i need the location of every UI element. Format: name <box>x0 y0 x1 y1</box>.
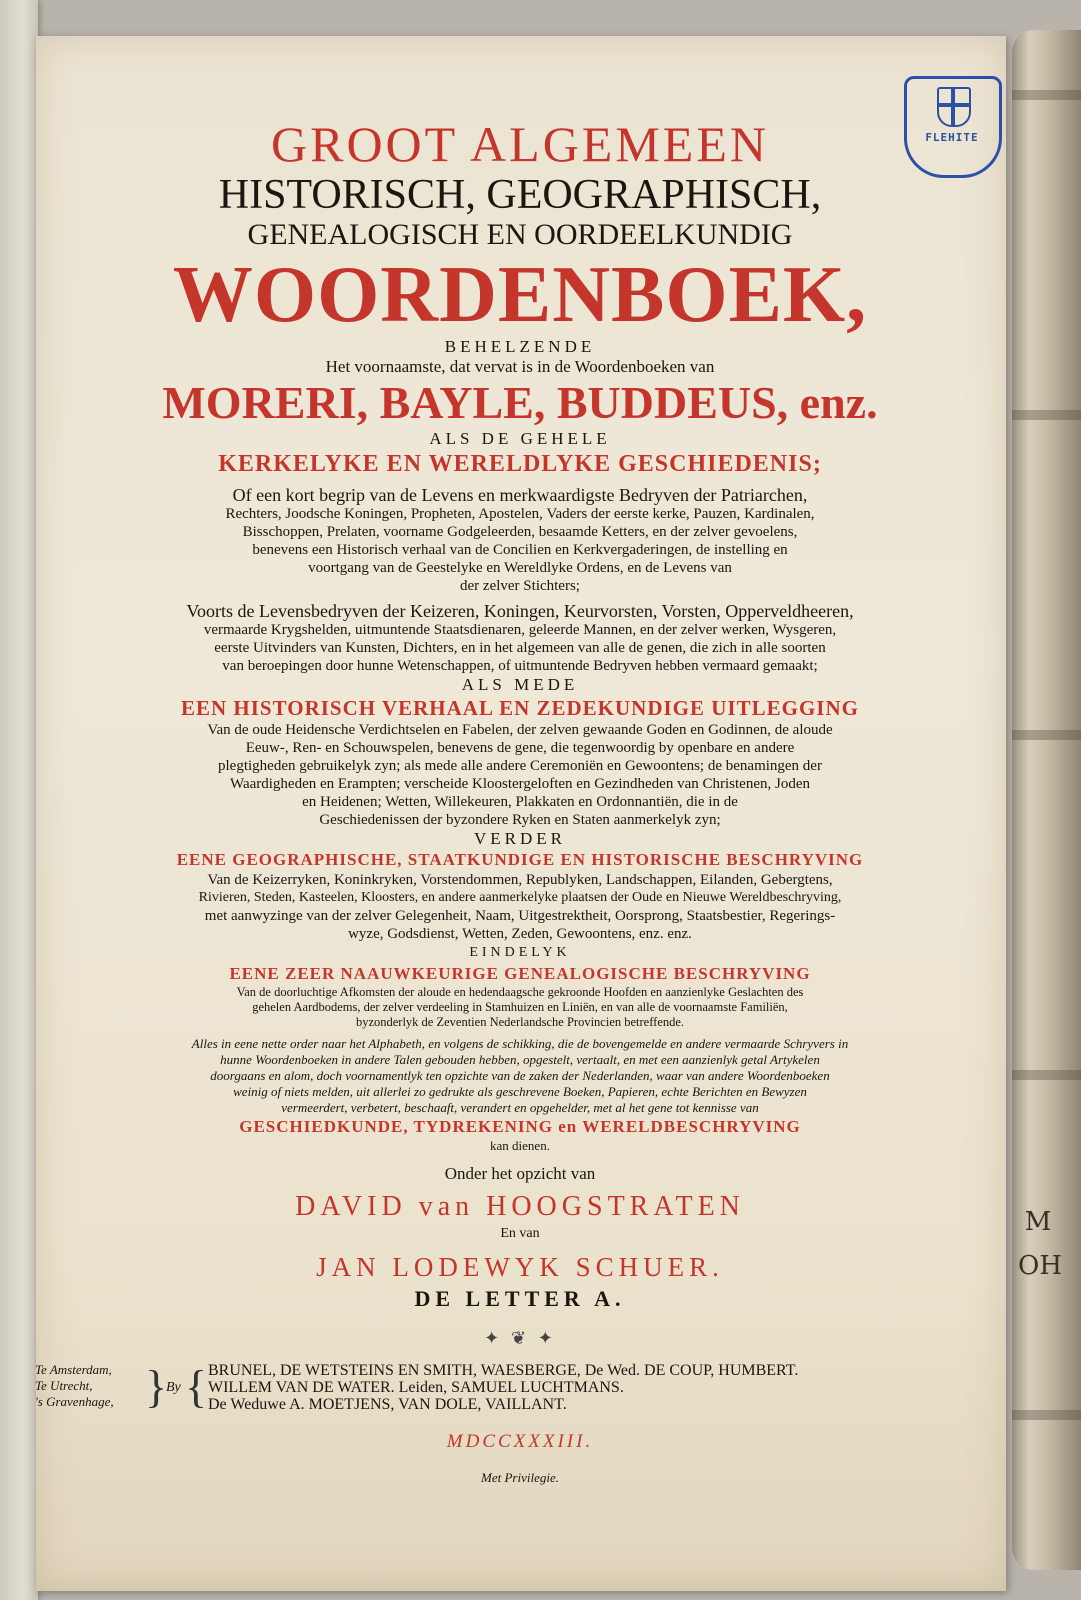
publisher-line: BRUNEL, DE WETSTEINS EN SMITH, WAESBERGE, De Wed. DE COUP, HUMBERT. <box>208 1362 799 1379</box>
para1-line: Rechters, Joodsche Koningen, Propheten, Apostelen, Vaders der eerste kerke, Pauzen, Kardinalen, <box>225 506 815 522</box>
kan-dienen: kan dienen. <box>490 1138 550 1153</box>
publisher-line: WILLEM VAN DE WATER. Leiden, SAMUEL LUCHTMANS. <box>208 1379 624 1396</box>
heading-geschiedkunde: GESCHIEDKUNDE, TYDREKENING en WERELDBESCHRYVING <box>239 1117 801 1136</box>
en-van: En van <box>500 1226 540 1241</box>
para1-line: Of een kort begrip van de Levens en merkwaardigste Bedryven der Patriarchen, <box>232 485 808 505</box>
letter-a: DE LETTER A. <box>414 1286 626 1311</box>
brace-left: } <box>145 1361 168 1412</box>
left-page-edge <box>0 0 38 1600</box>
sources-names: MORERI, BAYLE, BUDDEUS, enz. <box>162 377 878 428</box>
editor-2: JAN LODEWYK SCHUER. <box>316 1252 724 1282</box>
spine-band <box>1012 410 1081 420</box>
para3-line: Van de oude Heidensche Verdichtselen en Fabelen, der zelven gewaande Goden en Godinnen, de aloude <box>207 722 833 738</box>
para4-line: met aanwyzinge van der zelver Gelegenheit, Naam, Uitgestrektheit, Oorsprong, Staatsbestier, Regerings- <box>204 908 836 924</box>
privilege: Met Privilegie. <box>481 1470 559 1485</box>
para4-line: Rivieren, Steden, Kasteelen, Kloosters, en andere aanmerkelyke plaatsen der Oude en Nieuwe Wereldbeschryving, <box>198 890 842 905</box>
spine-band <box>1012 1410 1081 1420</box>
title-page-text <box>35 115 950 1488</box>
spine-label: M OH <box>1018 1207 1062 1281</box>
para4-line: wyze, Godsdienst, Wetten, Zeden, Gewoontens, enz. enz. <box>348 926 692 942</box>
title-main: WOORDENBOEK, <box>172 251 868 339</box>
spine-band <box>1012 90 1081 100</box>
para6-line: doorgaans en alom, doch voornamentlyk ten opzichte van de zaken der Nederlanden, waar van andere Woordenboeken <box>210 1068 830 1083</box>
para2-line: van beroepingen door hunne Wetenschappen, of uitmuntende Bedryven hebben vermaard gemaakt; <box>222 658 818 674</box>
para3-line: Waardigheden en Erampten; verscheide Kloostergeloften en Gezindheden van Christenen, Joden <box>230 776 810 792</box>
stamp-text: FLEHITE <box>925 131 979 144</box>
para2-line: Voorts de Levensbedryven der Keizeren, Koningen, Keurvorsten, Vorsten, Opperveldheeren, <box>186 601 854 621</box>
para5-line: gehelen Aardbodems, der zelver verdeeling in Stamhuizen en Liniën, en van alle de voornaamste Familiën, <box>252 1000 788 1014</box>
imprint-publishers <box>208 1362 798 1413</box>
ornament: ✦ ❦ ✦ <box>484 1328 556 1349</box>
para6-line: hunne Woordenboeken in andere Talen gebouden hebben, opgestelt, vertaalt, en met een aanzienlyk getal Artykelen <box>220 1052 820 1067</box>
heading-beschryving: EENE GEOGRAPHISCHE, STAATKUNDIGE EN HISTORISCHE BESCHRYVING <box>176 850 864 869</box>
imprint <box>35 1360 950 1430</box>
title-line-2: HISTORISCH, GEOGRAPHISCH, <box>218 172 822 218</box>
para5-line: byzonderlyk de Zeventien Nederlandsche Provincien betreffende. <box>355 1015 685 1029</box>
adjacent-book-spine <box>1012 30 1081 1570</box>
opzicht: Onder het opzicht van <box>444 1164 596 1183</box>
sources-intro: Het voornaamste, dat vervat is in de Woordenboeken van <box>325 357 715 376</box>
para5-line: Van de doorluchtige Afkomsten der aloude en hedendaagsche gekroonde Hoofden en aanzienlyke Geslachten des <box>236 985 804 999</box>
para6-line: weinig of niets melden, uit allerlei zo gedrukte als geschrevene Boeken, Papieren, echte Berichten en Bewyzen <box>233 1084 807 1099</box>
para4-line: Van de Keizerryken, Koninkryken, Vorstendommen, Republyken, Landschappen, Eilanden, Gebergtens, <box>207 872 833 888</box>
para6-line: Alles in eene nette order naar het Alphabeth, en volgens de schikking, die de bovengemelde en andere vermaarde Schryvers in <box>191 1036 849 1051</box>
heading-verhaal: EEN HISTORISCH VERHAAL EN ZEDEKUNDIGE UITLEGGING <box>181 696 859 720</box>
para3-line: Eeuw-, Ren- en Schouwspelen, benevens de gene, die tegenwoordig by openbare en andere <box>245 740 795 756</box>
para1-line: benevens een Historisch verhaal van de Concilien en Kerkvergaderingen, de instelling en <box>252 542 788 558</box>
behelzende: BEHELZENDE <box>444 337 596 356</box>
verder: VERDER <box>474 829 566 848</box>
eindelyk: EINDELYK <box>469 945 571 960</box>
place: 's Gravenhage, <box>35 1394 114 1409</box>
para3-line: plegtigheden gebruikelyk zyn; als mede alle andere Ceremoniën en Gewoontens; de benamingen der <box>218 758 822 774</box>
para2-line: vermaarde Krygshelden, uitmuntende Staatsdienaren, geleerde Mannen, en der zelver werken, Wysgeren, <box>203 622 837 638</box>
spine-band <box>1012 1070 1081 1080</box>
title-line-1: GROOT ALGEMEEN <box>270 116 769 172</box>
als-de-gehele: ALS DE GEHELE <box>429 429 611 448</box>
para3-line: Geschiedenissen der byzondere Ryken en Staten aanmerkelyk zyn; <box>319 812 721 828</box>
publisher-line: De Weduwe A. MOETJENS, VAN DOLE, VAILLANT. <box>208 1396 567 1413</box>
als-mede: ALS MEDE <box>461 675 579 694</box>
heading-genealogische: EENE ZEER NAAUWKEURIGE GENEALOGISCHE BESCHRYVING <box>229 964 811 983</box>
editor-1: DAVID van HOOGSTRATEN <box>295 1191 745 1222</box>
para3-line: en Heidenen; Wetten, Willekeuren, Plakkaten en Ordonnantiën, die in de <box>302 794 738 810</box>
imprint-by: By <box>166 1380 181 1395</box>
para1-line: voortgang van de Geestelyke en Wereldlyke Ordens, en de Levens van <box>308 560 732 576</box>
title-line-3: GENEALOGISCH EN OORDEELKUNDIG <box>247 218 793 251</box>
spine-band <box>1012 730 1081 740</box>
para6-line: vermeerdert, verbetert, beschaaft, verandert en opgehelder, met al het gene tot kennisse van <box>281 1100 759 1115</box>
heading-geschiedenis: KERKELYKE EN WERELDLYKE GESCHIEDENIS; <box>218 451 822 477</box>
para1-line: der zelver Stichters; <box>460 578 580 594</box>
para2-line: eerste Uitvinders van Kunsten, Dichters, en in het algemeen van alle de genen, die zich in alle soorten <box>214 640 826 656</box>
para1-line: Bisschoppen, Prelaten, voorname Godgeleerden, besaamde Ketters, en der zelver gevoelens, <box>242 524 798 540</box>
imprint-places <box>35 1362 140 1410</box>
place: Te Utrecht, <box>35 1378 93 1393</box>
publication-date: MDCCXXXIII. <box>446 1431 594 1452</box>
place: Te Amsterdam, <box>35 1362 112 1377</box>
brace-right: { <box>185 1361 208 1412</box>
